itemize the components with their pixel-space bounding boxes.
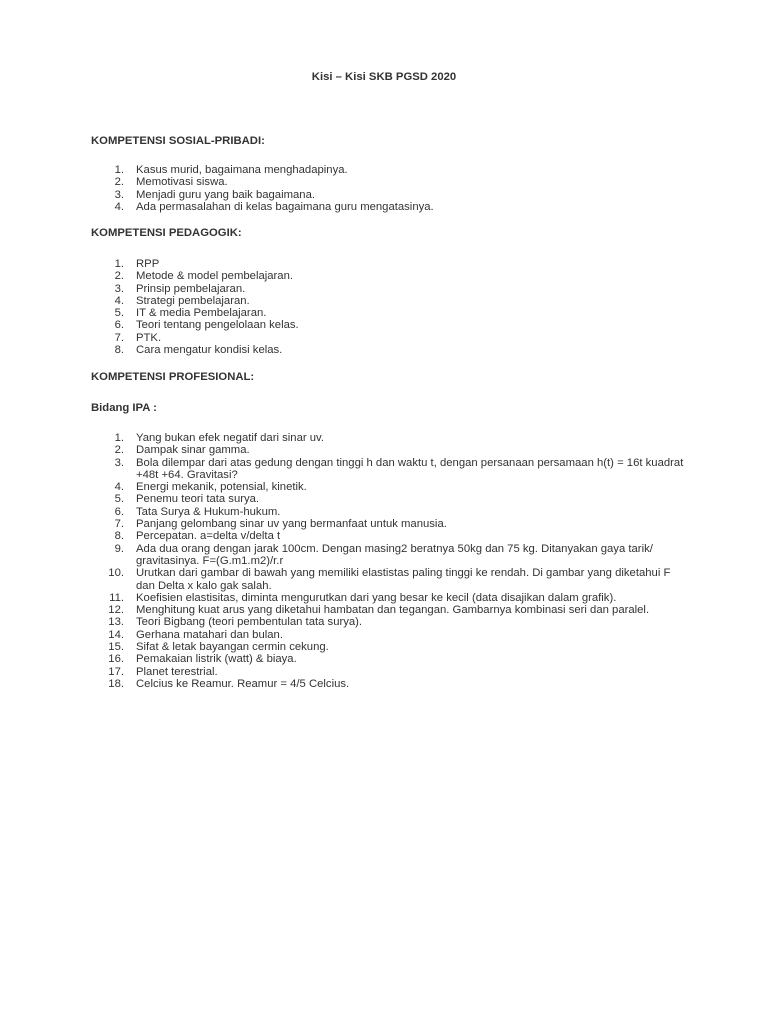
list-item-text: Teori tentang pengelolaan kelas. xyxy=(136,319,299,332)
list-item-number: 11. xyxy=(109,591,124,604)
list-item-number: 7. xyxy=(114,518,124,531)
document-title: Kisi – Kisi SKB PGSD 2020 xyxy=(311,71,457,83)
list-item-text: Bola dilempar dari atas gedung dengan tinggi h dan waktu t, dengan persanaan persamaan h(t) = 16t kuadrat +48t +64. Gravitasi? xyxy=(136,456,684,481)
list-item-number: 5. xyxy=(114,307,124,320)
list-sosial-pribadi xyxy=(0,164,600,213)
list-item-number: 4. xyxy=(114,481,124,494)
list-item xyxy=(0,641,686,653)
heading-sosial-pribadi: KOMPETENSI SOSIAL-PRIBADI: xyxy=(91,135,265,147)
list-item-number: 7. xyxy=(114,331,124,344)
list-item-text: Panjang gelombang sinar uv yang bermanfaat untuk manusia. xyxy=(136,518,447,531)
list-item-number: 10. xyxy=(108,567,124,580)
list-item-number: 12. xyxy=(108,604,124,617)
list-item-text: Tata Surya & Hukum-hukum. xyxy=(136,505,281,518)
list-item-text: Percepatan. a=delta v/delta t xyxy=(136,530,281,543)
list-item-text: Strategi pembelajaran. xyxy=(136,294,250,307)
list-item xyxy=(0,176,600,188)
list-item-text: Prinsip pembelajaran. xyxy=(136,282,246,295)
list-item-text: Penemu teori tata surya. xyxy=(136,493,260,506)
list-item xyxy=(0,270,600,282)
list-item-number: 3. xyxy=(114,282,124,295)
list-item-number: 4. xyxy=(114,294,124,307)
list-item-number: 1. xyxy=(114,432,124,444)
list-item-text: Cara mengatur kondisi kelas. xyxy=(136,344,283,357)
list-item xyxy=(0,201,600,213)
list-item xyxy=(0,295,600,307)
list-item-text: Koefisien elastisitas, diminta mengurutkan dari yang besar ke kecil (data disajikan dalam grafik). xyxy=(136,591,617,604)
list-item-text: Ada permasalahan di kelas bagaimana guru mengatasinya. xyxy=(136,200,434,213)
list-item xyxy=(0,332,600,344)
list-item-text: Sifat & letak bayangan cermin cekung. xyxy=(136,641,329,654)
list-item xyxy=(0,530,686,542)
list-item xyxy=(0,457,686,482)
list-item-text: Celcius ke Reamur. Reamur = 4/5 Celcius. xyxy=(136,677,350,690)
list-item xyxy=(0,629,686,641)
list-item-number: 4. xyxy=(114,200,124,213)
list-item-number: 3. xyxy=(114,456,124,469)
list-item xyxy=(0,543,686,568)
list-item xyxy=(0,604,686,616)
list-item xyxy=(0,481,686,493)
list-item-number: 14. xyxy=(108,628,124,641)
list-item xyxy=(0,344,600,356)
list-item-text: Energi mekanik, potensial, kinetik. xyxy=(136,481,307,494)
list-item-number: 15. xyxy=(108,641,124,654)
list-item-number: 5. xyxy=(114,493,124,506)
list-item-number: 1. xyxy=(114,258,124,270)
list-item-text: Memotivasi siswa. xyxy=(136,176,228,189)
list-item-text: RPP xyxy=(136,258,160,270)
list-item-text: Metode & model pembelajaran. xyxy=(136,270,293,283)
heading-pedagogik: KOMPETENSI PEDAGOGIK: xyxy=(91,227,242,239)
list-item xyxy=(0,444,686,456)
list-item-number: 13. xyxy=(108,616,124,629)
list-item-text: Kasus murid, bagaimana menghadapinya. xyxy=(136,164,348,176)
list-item xyxy=(0,307,600,319)
list-item-text: Teori Bigbang (teori pembentulan tata surya). xyxy=(136,616,363,629)
list-item-number: 1. xyxy=(114,164,124,176)
list-item xyxy=(0,283,600,295)
list-item-number: 17. xyxy=(108,665,124,678)
list-item xyxy=(0,493,686,505)
list-item-text: Yang bukan efek negatif dari sinar uv. xyxy=(136,432,324,444)
subheading-bidang-ipa: Bidang IPA : xyxy=(91,402,157,414)
list-item-number: 2. xyxy=(114,270,124,283)
list-item-number: 18. xyxy=(108,677,124,690)
list-item xyxy=(0,616,686,628)
list-item xyxy=(0,189,600,201)
list-bidang-ipa xyxy=(0,432,686,690)
list-item-text: PTK. xyxy=(136,331,162,344)
list-item-text: IT & media Pembelajaran. xyxy=(136,307,267,320)
list-item-text: Planet terestrial. xyxy=(136,665,218,678)
list-item-text: Pemakaian listrik (watt) & biaya. xyxy=(136,653,297,666)
list-item xyxy=(0,319,600,331)
list-item-number: 2. xyxy=(114,444,124,457)
list-item-number: 6. xyxy=(114,505,124,518)
list-item xyxy=(0,164,600,176)
list-pedagogik xyxy=(0,258,600,356)
list-item-text: Gerhana matahari dan bulan. xyxy=(136,628,283,641)
list-item xyxy=(0,653,686,665)
list-item-number: 3. xyxy=(114,188,124,201)
list-item xyxy=(0,432,686,444)
list-item-number: 8. xyxy=(114,344,124,357)
list-item-text: Urutkan dari gambar di bawah yang memiliki elastistas paling tinggi ke rendah. Di gambar yang diketahui F dan Delta x kalo gak salah. xyxy=(136,567,671,592)
list-item xyxy=(0,506,686,518)
list-item xyxy=(0,518,686,530)
list-item-text: Dampak sinar gamma. xyxy=(136,444,250,457)
list-item-number: 16. xyxy=(108,653,124,666)
list-item xyxy=(0,567,686,592)
heading-profesional: KOMPETENSI PROFESIONAL: xyxy=(91,371,255,383)
list-item-number: 9. xyxy=(114,542,124,555)
list-item-number: 2. xyxy=(114,176,124,189)
list-item-text: Ada dua orang dengan jarak 100cm. Dengan masing2 beratnya 50kg dan 75 kg. Ditanyakan gaya tarik/ gravitasinya. F=(G.m1.m2)/r.r xyxy=(136,542,653,567)
list-item xyxy=(0,666,686,678)
list-item-text: Menjadi guru yang baik bagaimana. xyxy=(136,188,315,201)
list-item-text: Menghitung kuat arus yang diketahui hambatan dan tegangan. Gambarnya kombinasi seri dan paralel. xyxy=(136,604,650,617)
list-item xyxy=(0,592,686,604)
list-item xyxy=(0,258,600,270)
list-item-number: 8. xyxy=(114,530,124,543)
list-item-number: 6. xyxy=(114,319,124,332)
list-item xyxy=(0,678,686,690)
